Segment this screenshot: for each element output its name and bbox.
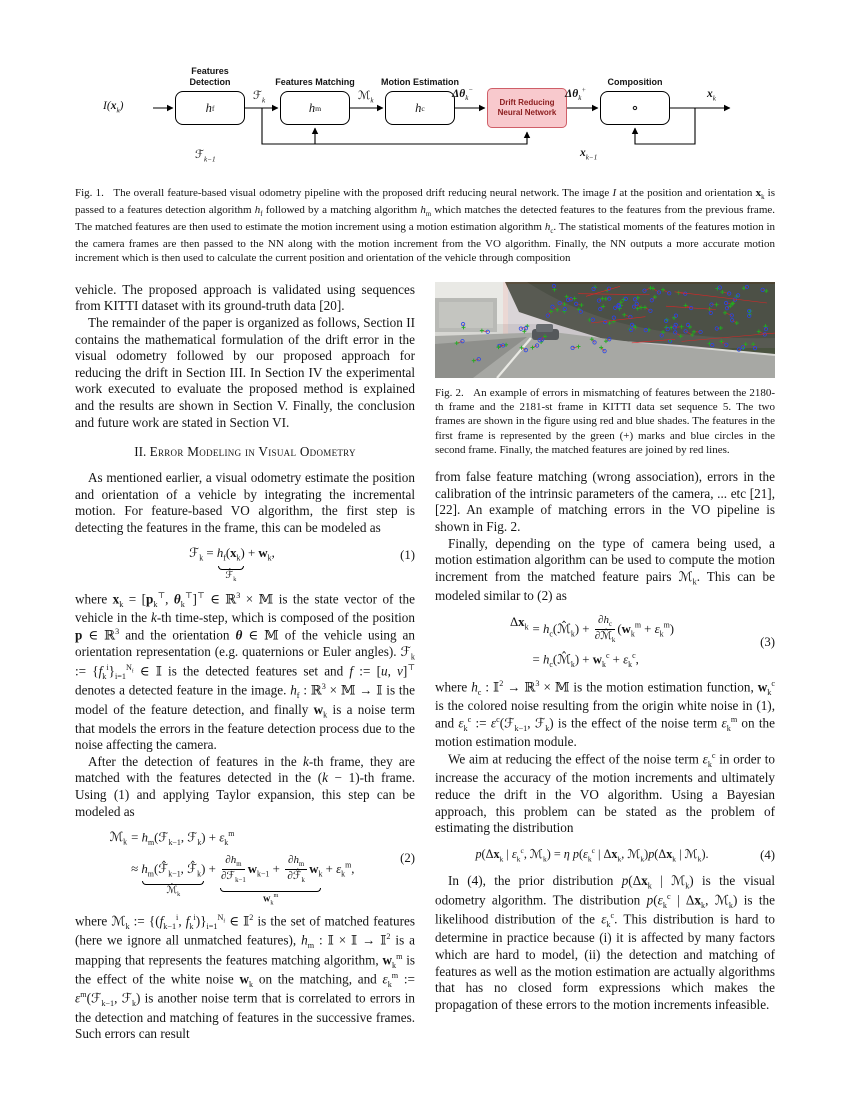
- equation-4-body: $p(\Delta x_k$ | $\varepsilon_k^c$, ℳ$_k$) = η $p(\varepsilon_k^c$ | $\Delta x_k$, $ℳ_k)p(\Delta x_k$ | ℳ$_k$).: [475, 845, 709, 864]
- equation-3-line2: = $h_c(ℳ̂_k) + w_k^c + \varepsilon_k^c$,: [532, 651, 639, 670]
- equation-1: [75, 545, 415, 582]
- equation-4-number: (4): [760, 847, 775, 862]
- left-column: [75, 282, 415, 1043]
- figure-2-scene: [435, 282, 775, 378]
- paragraph: where $x_k = [p_k^⊤$, $\theta_k^⊤]^⊤$ ∈ ℝ$^3$ × 𝕄 is the state vector of the vehicle in the k-th time-step, which is composed of the position p ∈ ℝ$^3$ and the orientation θ ∈ 𝕄 of the vehicle using an orientation representation (e.g. quaternions or Euler angles). ℱ$_k$ := $\{f_k^i\}_{i=1}^{N_f}$ ∈ 𝕀 is the detected features set and f := [u, v]⊤ denotes a detected feature in the image. $h_f$ : ℝ$^3$ × 𝕄 → 𝕀 is the model of the feature detection, and finally $w_k$ is a noise term that models the errors in the feature detection process due to the noise affecting the camera.: [75, 590, 415, 753]
- signal-dtheta-minus: $\Delta\theta_k^-$: [452, 86, 474, 103]
- signal-xk-1: $x_{k-1}$: [580, 147, 598, 162]
- section-heading-2: [75, 444, 415, 461]
- equation-1-number: (1): [400, 547, 415, 562]
- signal-input-image: $I(x_k)$: [103, 100, 124, 115]
- equation-2-line2: ≈ $h_m(ℱ̂_{k-1}$, $ℱ̂_k$) $ℳ̂_k$ + $\frac{\partial h_m}{\partial ℱ_{k-1}}$ $w_{k-1}$ + $\frac{\partial h_m}{\partial ℱ̂_k}$ $w_k$ $w_k^m$ + $\varepsilon_k^m$,: [131, 854, 355, 907]
- signal-matches-k: ℳ$_k$: [358, 90, 374, 105]
- two-column-body: [75, 282, 775, 1043]
- equation-2-line1: = $h_m(ℱ_{k-1}$, ℱ$_k$) + $\varepsilon_k^m$: [131, 829, 235, 848]
- signal-xk-output: $x_k$: [707, 88, 716, 103]
- signal-dtheta-plus: $\Delta\theta_k^+$: [565, 86, 587, 103]
- stage-label-features-matching: Features Matching: [275, 77, 355, 88]
- right-column: [435, 282, 775, 1043]
- equation-3-lhs: $\Delta x_k$: [509, 614, 529, 632]
- section-number: II.: [134, 444, 147, 460]
- equation-2-number: (2): [400, 850, 415, 865]
- stage-label-features-detection: Features Detection: [189, 66, 231, 88]
- block-motion-estimation: h c: [385, 91, 455, 125]
- signal-features-k-1: ℱ$_{k-1}$: [195, 149, 216, 164]
- paragraph: In (4), the prior distribution $p(\Delta x_k$ | ℳ$_k$) is the visual odometry algorithm. The distribution $p(\varepsilon_k^c$ | $\Delta x_k$, ℳ$_k$) is the likelihood distribution of the $\varepsilon_k^c$. This distribution is hard to determine in practice because (i) it is affected by many factors which are hard to model, (ii) the detection and matching of features as well as the motion estimation are actually algorithms that has no closed form expressions which makes the propagation of these errors to the motion increments infeasible.: [435, 872, 775, 1012]
- equation-3-number: (3): [760, 634, 775, 649]
- equation-4: [435, 846, 775, 864]
- equation-2-lhs: ℳ$_k$: [109, 830, 128, 847]
- equation-2: [75, 829, 415, 907]
- block-composition: ∘: [600, 91, 670, 125]
- block-feature-detection: h f: [175, 91, 245, 125]
- paragraph: The remainder of the paper is organized as follows, Section II contains the mathematical formulation of the drift error in the visual odometry followed by our proposed approach for reducing the drift in Section III. In Section IV the experimental work executed to evaluate the proposed method is explained and the results are shown in Section V. Finally, the conclusion and future work are stated in Section VI.: [75, 314, 415, 430]
- paragraph: vehicle. The proposed approach is validated using sequences from KITTI dataset with its ground-truth data [20].: [75, 281, 415, 314]
- section-title: Error Modeling in Visual Odometry: [149, 444, 356, 460]
- paragraph: from false feature matching (wrong association), errors in the calibration of the intrinsic parameters of the camera, ... etc [21], [22]. An example of matching errors in the VO pipeline is shown in Fig. 2.: [435, 469, 775, 535]
- equation-3: [435, 614, 775, 671]
- stage-label-motion-estimation: Motion Estimation: [381, 77, 459, 88]
- figure-1-caption: Fig. 1. The overall feature-based visual odometry pipeline with the proposed drift reducing neural network. The image I at the position and orientation $x_k$ is passed to a features detection algorithm $h_f$ followed by a matching algorithm $h_m$ which matches the detected features to the features from the previous frame. The matched features are then used to estimate the motion increment using a motion estimation algorithm $h_c$. The statistical moments of the features motion in the camera frames are then passed to the NN along with the motion increment from the VO algorithm. Finally, the NN outputs a more accurate motion increment which is then used to calculate the current position and orientation of the vehicle through composition: [75, 187, 776, 265]
- equation-3-line1: = $h_c(ℳ̂_k)$ + $\frac{\partial h_c}{\partial ℳ̂_k}$ $(w_k^m + \varepsilon_k^m)$: [532, 613, 675, 645]
- figure-2-image: [435, 282, 775, 378]
- figure-2-caption: Fig. 2. An example of errors in mismatching of features between the 2180-th frame and the 2181-st frame in KITTI data set sequence 5. The two frames are shown in the figure using red and blue shades. The features in the first frame is represented by the green (+) marks and blue circles in the second frame. Finally, the matched features are joined by red lines.: [435, 386, 775, 456]
- equation-1-body: ℱ$_k$ = $h_f(x_k)$ $ℱ̂_k$ + $w_k$,: [189, 546, 275, 583]
- paragraph: We aim at reducing the effect of the noise term $\varepsilon_k^c$ in order to increase the accuracy of the motion increments and ultimately reduce the drift in the VO algorithm. Using a Bayesian approach, this problem can be stated as the problem of estimating the distribution: [435, 750, 775, 836]
- signal-features-k: ℱ$_k$: [253, 90, 266, 105]
- paragraph: where ℳ$_k$ := {($f_{k-1}^i$, $f_k^i)\}_{i=1}^{N_f}$ ∈ 𝕀$^2$ is the set of matched features (here we ignore all unmatched features), $h_m$ : 𝕀 × 𝕀 → 𝕀$^2$ is a mapping that represents the features matching algorithm, $w_k^m$ is the effect of the white noise $w_k$ on the matching, and $\varepsilon_k^m$ := $\varepsilon^m(ℱ_{k-1}$, ℱ$_k$) is another noise term that is correlated to errors in the detection and matching of features in the successive frames. Such errors can result: [75, 912, 416, 1042]
- paragraph: where $h_c$ : 𝕀$^2$ → ℝ$^3$ × 𝕄 is the motion estimation function, $w_k^c$ is the colored noise resulting from the origin white noise in (1), and $\varepsilon_k^c$ := $\varepsilon^c(ℱ_{k-1}$, ℱ$_k$) is the effect of the noise term $\varepsilon_k^m$ on the motion estimation module.: [435, 679, 775, 750]
- block-drift-reducing-nn: Drift Reducing Neural Network: [487, 88, 567, 128]
- stage-label-composition: Composition: [607, 77, 663, 88]
- figure-1-pipeline-diagram: [75, 56, 775, 178]
- block-feature-matching: h m: [280, 91, 350, 125]
- paragraph: After the detection of features in the k-th frame, they are matched with the features detected in the (k − 1)-th frame. Using (1) and applying Taylor expansion, this step can be modeled as: [75, 753, 415, 819]
- paragraph: Finally, depending on the type of camera being used, a motion estimation algorithm can be used to compute the motion increment from the matched feature pairs ℳ$_k$. This can be modeled similar to (2) as: [435, 535, 775, 603]
- paragraph: As mentioned earlier, a visual odometry estimate the position and orientation of a vehicle by integrating the incremental motion. For feature-based VO algorithm, the first step is detecting the features in the frame, this can be modeled as: [75, 469, 415, 535]
